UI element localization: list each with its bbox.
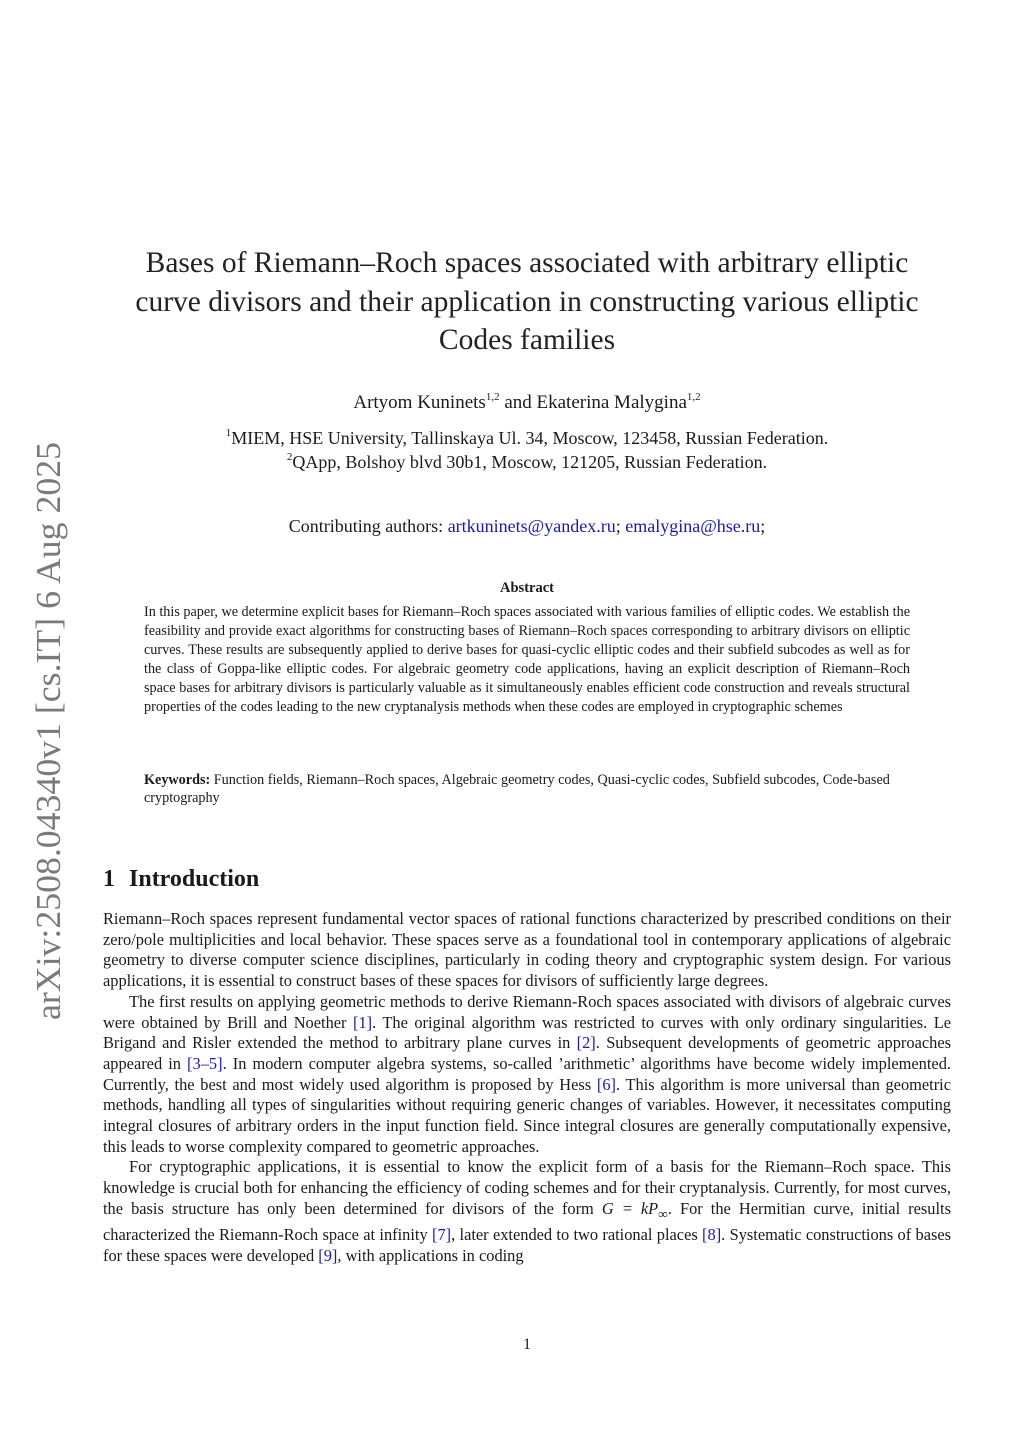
abstract-heading: Abstract (500, 580, 554, 596)
text-run: , later extended to two rational places (451, 1224, 703, 1244)
email-link-1[interactable]: artkuninets@yandex.ru (447, 516, 616, 536)
keywords (144, 771, 910, 807)
keywords-label: Keywords: (144, 772, 211, 788)
arxiv-id-text: arXiv:2508.04340v1 [cs.IT] 6 Aug 2025 (29, 454, 68, 1020)
title-line-1: Bases of Riemann–Roch spaces associated with arbitrary elliptic (145, 247, 909, 279)
contributing-authors (100, 516, 954, 537)
author-conjunction: and (499, 392, 537, 413)
title-line-2: curve divisors and their application in constructing various elliptic (135, 285, 919, 318)
text-run: . The original algorithm was restricted to curves with only ordinary singularities. Le Brigand and Risler extended the method to arbitrary plane curves in (103, 1012, 951, 1053)
email-link-2[interactable]: emalygina@hse.ru (625, 516, 761, 536)
email-separator: ; (615, 516, 626, 536)
author-affiliation-mark: 1,2 (485, 391, 500, 403)
contributing-label: Contributing authors: (288, 516, 448, 536)
author-affiliation-mark: 1,2 (686, 391, 701, 403)
affiliation-mark: 1 (225, 427, 232, 439)
title-line-3: Codes families (438, 324, 616, 356)
body-text (103, 909, 951, 1266)
section-number: 1 (103, 866, 115, 892)
text-run: . This algorithm is more universal than geometric methods, handling all types of singularities without requiring generic changes of variables. However, it necessitates computing integral closures of arbitrary orders in the input function field. Since integral closures are generally computationally expensive, this leads to worse complexity compared to geometric approaches. (103, 1074, 952, 1156)
math-expression: G = kP (601, 1198, 659, 1218)
paragraph-2 (103, 992, 951, 1158)
text-run: The first results on applying geometric methods to derive Riemann-Roch spaces associated with divisors of algebraic curves were obtained by Brill and Noether (103, 991, 951, 1032)
affiliation-2 (100, 452, 954, 473)
page-number: 1 (523, 1336, 531, 1353)
author-name: Ekaterina Malygina (536, 392, 687, 413)
section-heading (103, 866, 259, 893)
text-run: . For the Hermitian curve, initial results characterized the Riemann-Roch space at infinity (103, 1198, 951, 1244)
text-run: , with applications in coding (337, 1245, 524, 1265)
affiliation-text: QApp, Bolshoy blvd 30b1, Moscow, 121205, Russian Federation. (292, 452, 768, 472)
email-end: ; (760, 516, 766, 536)
paragraph-3 (103, 1157, 951, 1266)
citation-link[interactable]: [6] (596, 1074, 616, 1094)
text-run: . Subsequent developments of geometric approaches appeared in (103, 1033, 951, 1073)
math-subscript: ∞ (658, 1206, 668, 1222)
text-run: For cryptographic applications, it is essential to know the explicit form of a basis for the Riemann–Roch space. This knowledge is crucial both for enhancing the efficiency of coding schemes and for their cryptanalysis. Currently, for most curves, the basis structure has only been determined for divisors of the form (103, 1157, 951, 1218)
arxiv-identifier-stamp (26, 440, 70, 1020)
citation-link[interactable]: [3–5] (187, 1053, 223, 1073)
author-name: Artyom Kuninets (353, 392, 486, 413)
abstract-text: In this paper, we determine explicit bases for Riemann–Roch spaces associated with various families of elliptic codes. We establish the feasibility and provide exact algorithms for constructing bases of Riemann–Roch spaces corresponding to arbitrary divisors on elliptic curves. These results are subsequently applied to derive bases for quasi-cyclic elliptic codes and their subfield subcodes as well as for the class of Goppa-like elliptic codes. For algebraic geometry code applications, having an explicit description of Riemann–Roch space bases for arbitrary divisors is particularly valuable as it simultaneously enables efficient code construction and reveals structural properties of the codes leading to the new cryptanalysis methods when these codes are employed in cryptographic schemes (144, 604, 910, 715)
paper-title (100, 244, 954, 360)
citation-link[interactable]: [1] (352, 1012, 373, 1032)
affiliation-1 (100, 428, 954, 449)
affiliation-mark: 2 (286, 451, 293, 463)
text-run: . In modern computer algebra systems, so-called ’arithmetic’ algorithms have become widely implemented. Currently, the best and most widely used algorithm is proposed by Hess (103, 1053, 951, 1094)
section-title: Introduction (129, 866, 260, 892)
citation-link[interactable]: [7] (431, 1224, 452, 1244)
citation-link[interactable]: [9] (318, 1245, 338, 1265)
citation-link[interactable]: [2] (576, 1033, 596, 1053)
text-run: . Systematic constructions of bases for these spaces were developed (103, 1224, 952, 1265)
affiliation-text: MIEM, HSE University, Tallinskaya Ul. 34, Moscow, 123458, Russian Federation. (231, 428, 829, 448)
citation-link[interactable]: [8] (702, 1224, 722, 1244)
keywords-text: Function fields, Riemann–Roch spaces, Algebraic geometry codes, Quasi-cyclic codes, Subfield subcodes, Code-based cryptography (144, 772, 890, 806)
paragraph-1: Riemann–Roch spaces represent fundamental vector spaces of rational functions characterized by prescribed conditions on their zero/pole multiplicities and local behavior. These spaces serve as a foundational tool in contemporary applications of algebraic geometry to diverse computer science disciplines, particularly in coding theory and cryptographic system design. For various applications, it is essential to construct bases of these spaces for divisors of sufficiently large degrees. (103, 909, 951, 991)
author-list (100, 392, 954, 414)
